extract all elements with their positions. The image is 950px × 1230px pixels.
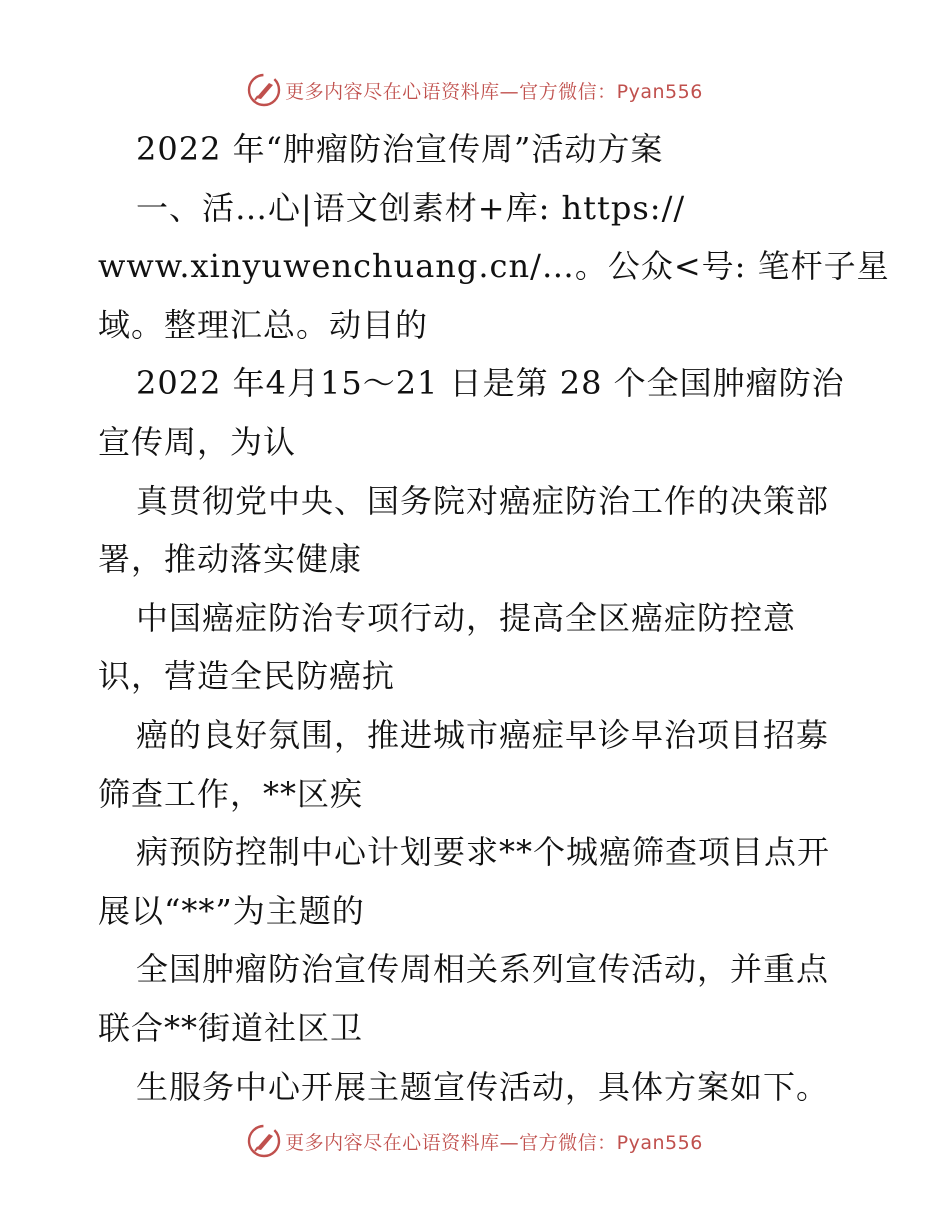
- text-line: 癌的良好氛围，推进城市癌症早诊早治项目招募: [136, 715, 830, 754]
- text-line: 真贯彻党中央、国务院对癌症防治工作的决策部: [136, 481, 830, 520]
- text-line: 展以“**”为主题的: [98, 891, 365, 930]
- text-line: 病预防控制中心计划要求**个城癌筛查项目点开: [136, 833, 831, 872]
- quill-pen-logo-icon: [247, 73, 281, 107]
- document-body: [98, 120, 890, 1116]
- text-line: 宣传周，为认: [98, 422, 297, 461]
- quill-pen-logo-icon: [247, 1124, 281, 1158]
- text-line: 全国肿瘤防治宣传周相关系列宣传活动，并重点: [136, 950, 830, 989]
- text-line: 2022 年4月15～21 日是第 28 个全国肿瘤防治: [136, 364, 845, 403]
- banner-text: 更多内容尽在心语资料库—官方微信：Pyan556: [285, 80, 703, 103]
- text-line: 署，推动落实健康: [98, 540, 363, 579]
- footer-banner: [0, 1121, 950, 1161]
- text-line: 一、活…心|语文创素材+库: https://: [136, 188, 686, 227]
- text-line: 识，营造全民防癌抗: [98, 657, 396, 696]
- document-title: 2022 年“肿瘤防治宣传周”活动方案: [136, 130, 664, 168]
- text-line: 域。整理汇总。动目的: [98, 305, 429, 344]
- banner-text: 更多内容尽在心语资料库—官方微信：Pyan556: [285, 1131, 703, 1154]
- text-line: 联合**街道社区卫: [98, 1008, 364, 1047]
- header-banner: [0, 70, 950, 110]
- text-line: 生服务中心开展主题宣传活动，具体方案如下。: [136, 1067, 830, 1106]
- text-line: 筛查工作，**区疾: [98, 774, 364, 813]
- text-line: 中国癌症防治专项行动，提高全区癌症防控意: [136, 598, 797, 637]
- text-line: www.xinyuwenchuang.cn/…。公众<号: 笔杆子星: [98, 247, 890, 286]
